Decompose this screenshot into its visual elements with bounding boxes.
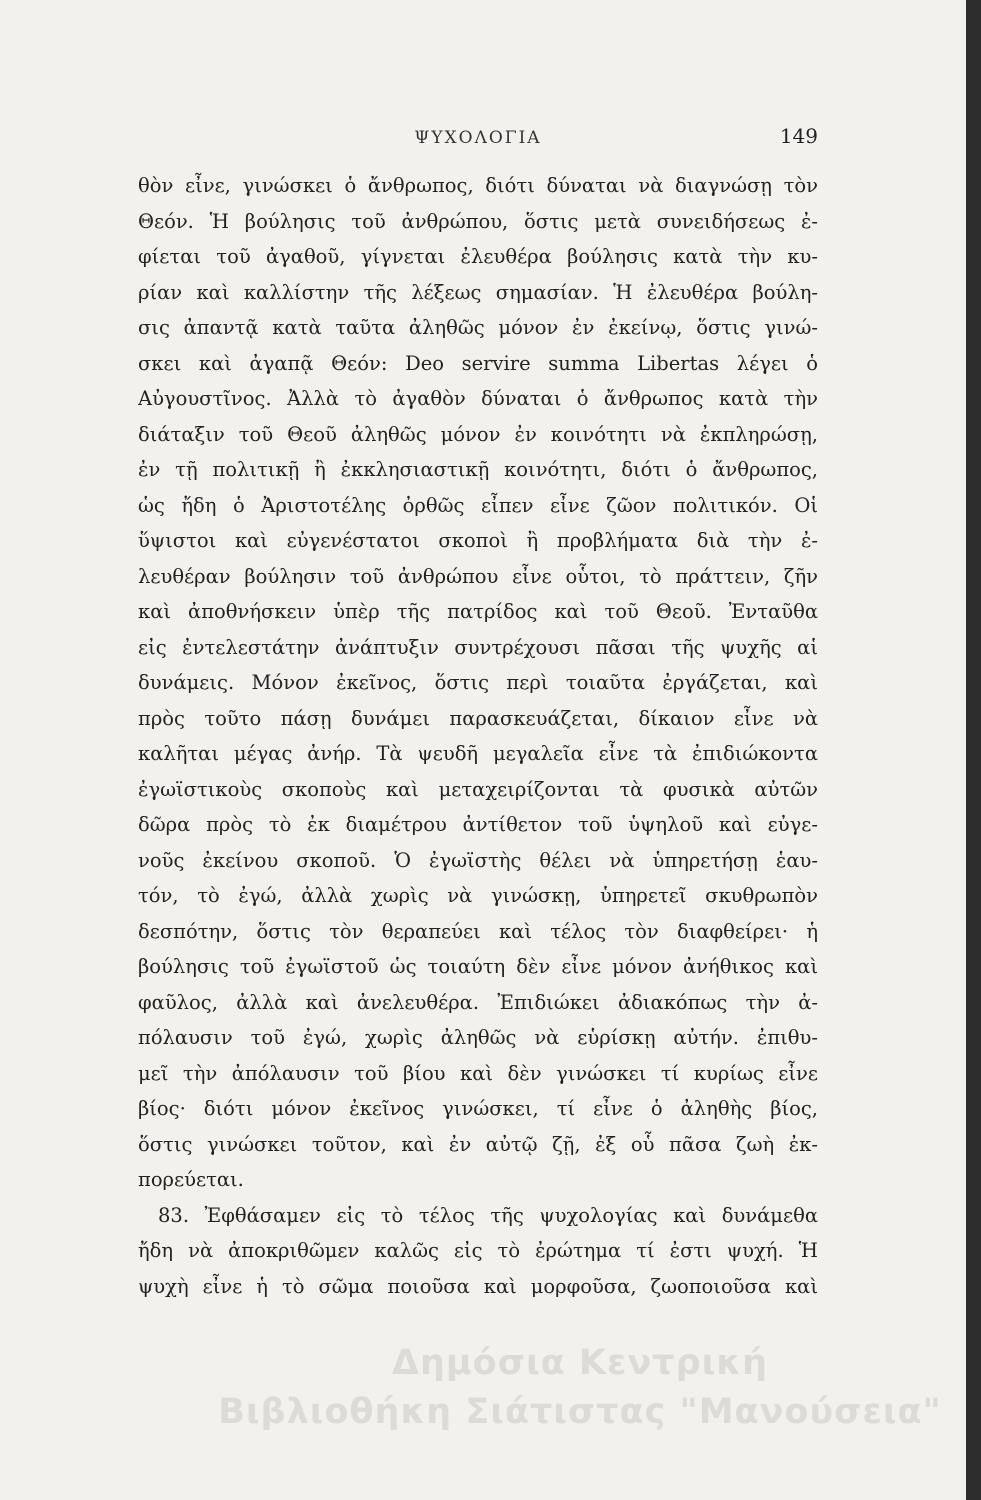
- text-line: πορεύεται.: [138, 1168, 244, 1191]
- text-line: θὸν εἶνε, γινώσκει ὁ ἄνθρωπος, διότι δύναται νὰ διαγνώσῃ τὸν: [138, 174, 818, 197]
- library-watermark-line-2: Βιβλιοθήκη Σιάτιστας "Μανούσεια": [218, 1392, 942, 1432]
- text-line: τόν, τὸ ἐγώ, ἀλλὰ χωρὶς νὰ γινώσκῃ, ὑπηρετεῖ σκυθρωπὸν: [138, 884, 818, 907]
- page-header: [138, 124, 818, 154]
- text-line: μεῖ τὴν ἀπόλαυσιν τοῦ βίου καὶ δὲν γινώσκει τί κυρίως εἶνε: [138, 1061, 818, 1085]
- text-line: καὶ ἀποθνήσκειν ὑπὲρ τῆς πατρίδος καὶ τοῦ Θεοῦ. Ἐνταῦθα: [138, 600, 818, 623]
- text-line: Θεόν. Ἡ βούλησις τοῦ ἀνθρώπου, ὅστις μετὰ συνειδήσεως ἐ-: [138, 209, 818, 233]
- text-line: ρίαν καὶ καλλίστην τῆς λέξεως σημασίαν. Ἡ ἐλευθέρα βούλη-: [138, 280, 818, 304]
- text-line: σις ἀπαντᾷ κατὰ ταῦτα ἀληθῶς μόνον ἐν ἐκείνῳ, ὅστις γινώ-: [138, 316, 818, 339]
- text-line: βίος· διότι μόνον ἐκεῖνος γινώσκει, τί εἶνε ὁ ἀληθὴς βίος,: [138, 1097, 818, 1120]
- text-line: νοῦς ἐκείνου σκοποῦ. Ὁ ἐγωϊστὴς θέλει νὰ ὑπηρετήσῃ ἑαυ-: [138, 848, 818, 872]
- text-line: ἤδη νὰ ἀποκριθῶμεν καλῶς εἰς τὸ ἐρώτημα τί ἐστι ψυχή. Ἡ: [138, 1239, 818, 1262]
- text-line: δεσπότην, ὅστις τὸν θεραπεύει καὶ τέλος τὸν διαφθείρει· ἡ: [138, 919, 818, 943]
- text-line: ἐν τῇ πολιτικῇ ἢ ἐκκλησιαστικῇ κοινότητι, διότι ὁ ἄνθρωπος,: [138, 458, 818, 481]
- page-number: 149: [779, 124, 818, 148]
- running-head: ΨΥΧΟΛΟΓΙΑ: [414, 128, 542, 148]
- text-line: ὡς ἤδη ὁ Ἀριστοτέλης ὀρθῶς εἶπεν εἶνε ζῶον πολιτικόν. Οἱ: [138, 493, 818, 517]
- text-line: ψυχὴ εἶνε ἡ τὸ σῶμα ποιοῦσα καὶ μορφοῦσα, ζωοποιοῦσα καὶ: [138, 1274, 818, 1298]
- text-line: φαῦλος, ἀλλὰ καὶ ἀνελευθέρα. Ἐπιδιώκει ἀδιακόπως τὴν ἀ-: [138, 990, 818, 1014]
- paragraph-start-line: 83. Ἐφθάσαμεν εἰς τὸ τέλος τῆς ψυχολογίας καὶ δυνάμεθα: [158, 1203, 818, 1227]
- text-line: λευθέραν βούλησιν τοῦ ἀνθρώπου εἶνε οὗτοι, τὸ πράττειν, ζῆν: [138, 564, 818, 588]
- text-line: ἐγωϊστικοὺς σκοποὺς καὶ μεταχειρίζονται τὰ φυσικὰ αὐτῶν: [138, 777, 818, 801]
- body-text: [138, 168, 818, 1304]
- text-line: φίεται τοῦ ἀγαθοῦ, γίγνεται ἐλευθέρα βούλησις κατὰ τὴν κυ-: [138, 245, 818, 268]
- text-line: δῶρα πρὸς τὸ ἐκ διαμέτρου ἀντίθετον τοῦ ὑψηλοῦ καὶ εὐγε-: [138, 813, 818, 836]
- text-line: ὕψιστοι καὶ εὐγενέστατοι σκοποὶ ἢ προβλήματα διὰ τὴν ἐ-: [138, 529, 818, 552]
- text-line: σκει καὶ ἀγαπᾷ Θεόν: Deo servire summa Libertas λέγει ὁ: [138, 351, 818, 375]
- text-line: ὅστις γινώσκει τοῦτον, καὶ ἐν αὐτῷ ζῇ, ἐξ οὗ πᾶσα ζωὴ ἐκ-: [138, 1132, 818, 1156]
- text-line: βούλησις τοῦ ἐγωϊστοῦ ὡς τοιαύτη δὲν εἶνε μόνον ἀνήθικος καὶ: [138, 955, 818, 978]
- text-line: πόλαυσιν τοῦ ἐγώ, χωρὶς ἀληθῶς νὰ εὑρίσκῃ αὐτήν. ἐπιθυ-: [138, 1026, 818, 1049]
- text-line: πρὸς τοῦτο πάσῃ δυνάμει παρασκευάζεται, δίκαιον εἶνε νὰ: [138, 706, 818, 730]
- text-line: καλῆται μέγας ἀνήρ. Τὰ ψευδῆ μεγαλεῖα εἶνε τὰ ἐπιδιώκοντα: [138, 742, 818, 765]
- text-line: εἰς ἐντελεστάτην ἀνάπτυξιν συντρέχουσι πᾶσαι τῆς ψυχῆς αἱ: [138, 635, 818, 659]
- text-line: δυνάμεις. Μόνον ἐκεῖνος, ὅστις περὶ τοιαῦτα ἐργάζεται, καὶ: [138, 671, 818, 694]
- text-line: διάταξιν τοῦ Θεοῦ ἀληθῶς μόνον ἐν κοινότητι νὰ ἐκπληρώσῃ,: [138, 422, 818, 446]
- text-line: Αὐγουστῖνος. Ἀλλὰ τὸ ἀγαθὸν δύναται ὁ ἄνθρωπος κατὰ τὴν: [138, 387, 818, 410]
- library-watermark-line-1: Δημόσια Κεντρική: [391, 1343, 769, 1383]
